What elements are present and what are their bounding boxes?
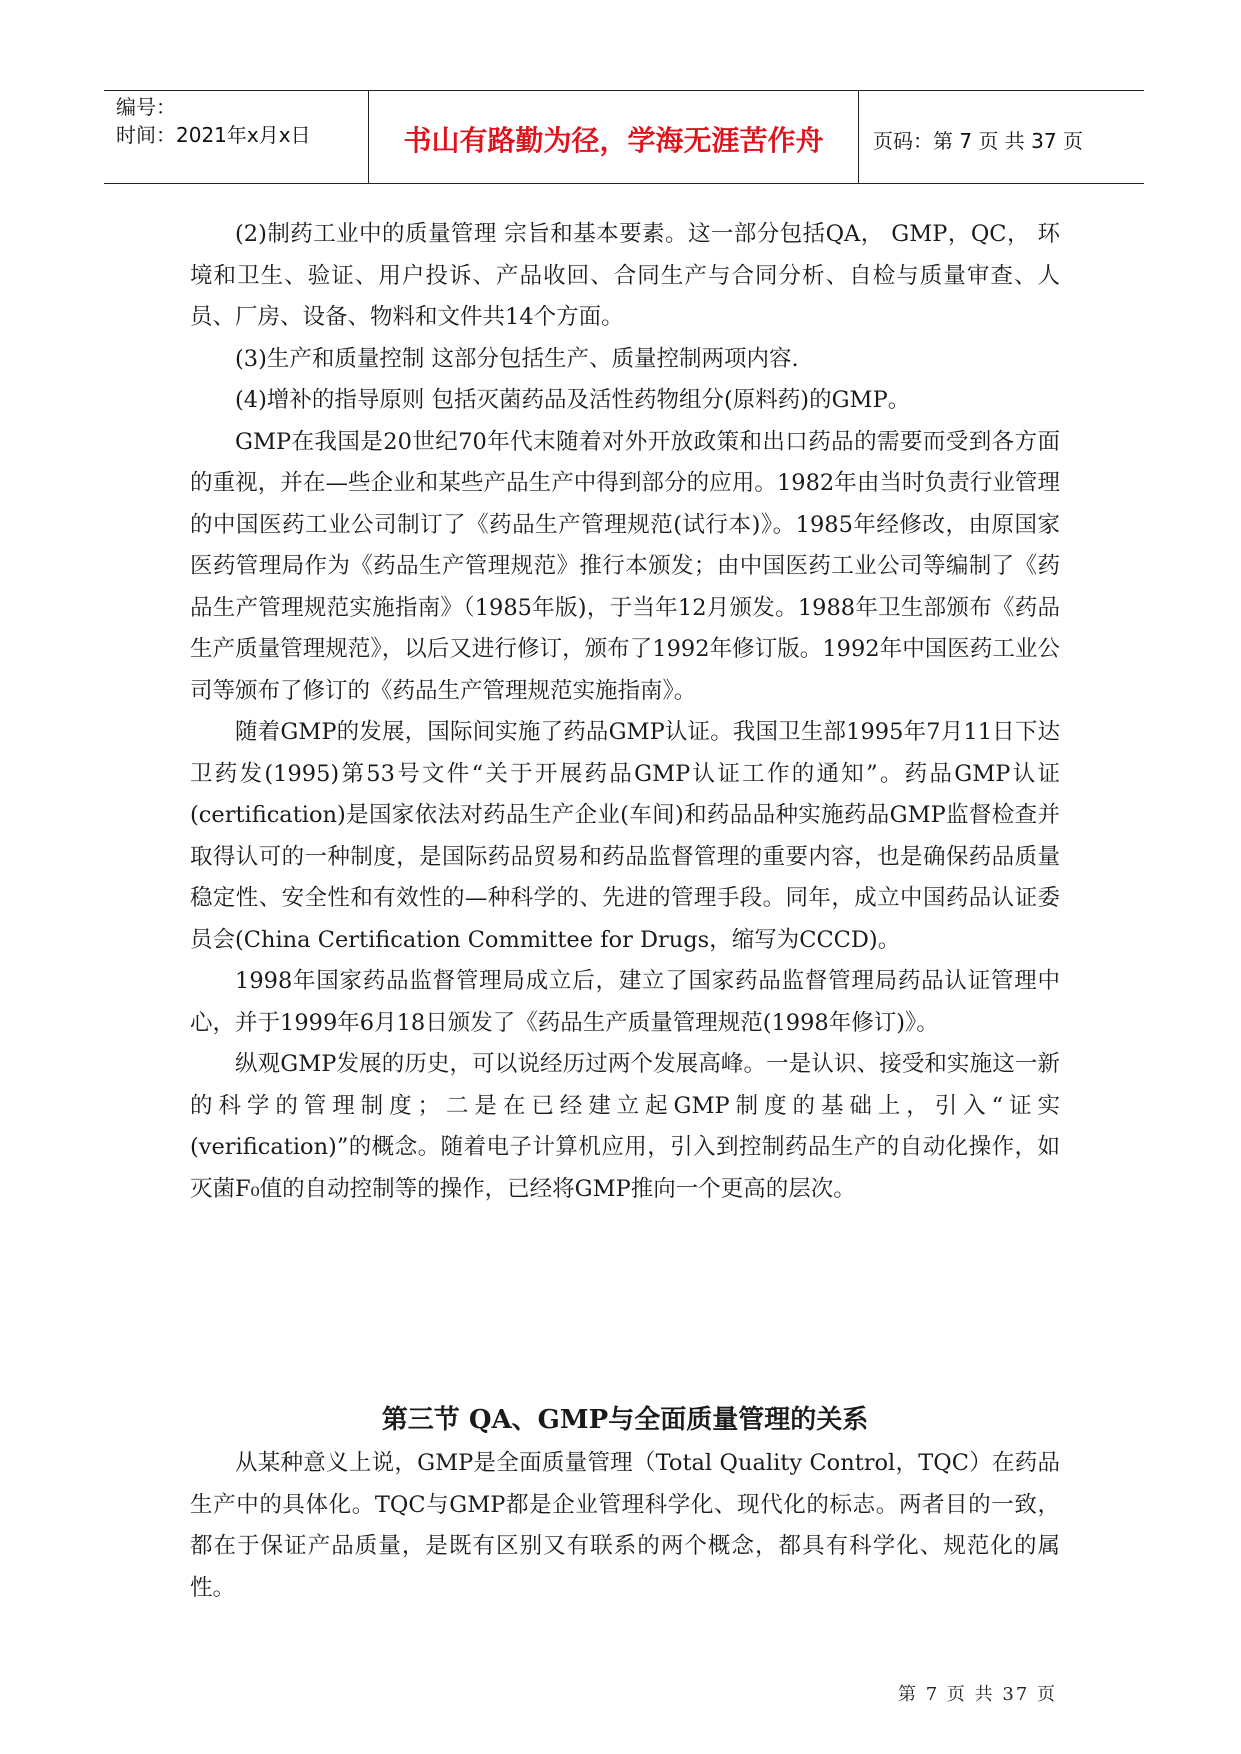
serial-number-label: 编号： bbox=[116, 95, 176, 119]
page-footer: 第 7 页 共 37 页 bbox=[898, 1684, 1057, 1705]
paragraph: 纵观GMP发展的历史，可以说经历过两个发展高峰。一是认识、接受和实施这一新的科学的管理制度；二是在已经建立起GMP制度的基础上，引入“证实(verification)”的概念。随着电子计算机应用，引入到控制药品生产的自动化操作，如灭菌F₀值的自动控制等的操作，已经将GMP推向一个更高的层次。 bbox=[190, 1051, 1060, 1202]
header-meta bbox=[104, 91, 369, 183]
section-body bbox=[190, 1443, 1060, 1609]
document-body bbox=[190, 214, 1060, 1210]
header-page-info: 页码：第 7 页 共 37 页 bbox=[873, 128, 1083, 153]
date-label: 时间：2021年x月x日 bbox=[116, 123, 311, 147]
paragraph: GMP在我国是20世纪70年代末随着对外开放政策和出口药品的需要而受到各方面的重视，并在—些企业和某些产品生产中得到部分的应用。1982年由当时负责行业管理的中国医药工业公司制订了《药品生产管理规范(试行本)》。1985年经修改，由原国家医药管理局作为《药品生产管理规范》推行本颁发；由中国医药工业公司等编制了《药品生产管理规范实施指南》（1985年版)，于当年12月颁发。1988年卫生部颁布《药品生产质量管理规范》，以后又进行修订，颁布了1992年修订版。1992年中国医药工业公司等颁布了修订的《药品生产管理规范实施指南》。 bbox=[190, 428, 1060, 704]
paragraph: (2)制药工业中的质量管理 宗旨和基本要素。这一部分包括QA， GMP，QC， 环境和卫生、验证、用户投诉、产品收回、合同生产与合同分析、自检与质量审查、人员、厂房、设备、物料和文件共14个方面。 bbox=[190, 221, 1060, 330]
paragraph: 1998年国家药品监督管理局成立后，建立了国家药品监督管理局药品认证管理中心，并于1999年6月18日颁发了《药品生产质量管理规范(1998年修订)》。 bbox=[190, 968, 1060, 1036]
header-motto: 书山有路勤为径，学海无涯苦作舟 bbox=[369, 91, 859, 183]
paragraph: (4)增补的指导原则 包括灭菌药品及活性药物组分(原料药)的GMP。 bbox=[235, 387, 911, 413]
section-heading: 第三节 QA、GMP与全面质量管理的关系 bbox=[381, 1405, 869, 1435]
page-header bbox=[104, 90, 1144, 184]
paragraph: 从某种意义上说，GMP是全面质量管理（Total Quality Control，TQC）在药品生产中的具体化。TQC与GMP都是企业管理科学化、现代化的标志。两者目的一致，都在于保证产品质量，是既有区别又有联系的两个概念，都具有科学化、规范化的属性。 bbox=[190, 1450, 1060, 1601]
paragraph: (3)生产和质量控制 这部分包括生产、质量控制两项内容. bbox=[235, 345, 799, 372]
paragraph: 随着GMP的发展，国际间实施了药品GMP认证。我国卫生部1995年7月11日下达卫药发(1995)第53号文件“关于开展药品GMP认证工作的通知”。药品GMP认证(certification)是国家依法对药品生产企业(车间)和药品品种实施药品GMP监督检查并取得认可的一种制度，是国际药品贸易和药品监督管理的重要内容，也是确保药品质量稳定性、安全性和有效性的—种科学的、先进的管理手段。同年，成立中国药品认证委员会(China Certification Committee for Drugs，缩写为CCCD)。 bbox=[190, 719, 1060, 953]
